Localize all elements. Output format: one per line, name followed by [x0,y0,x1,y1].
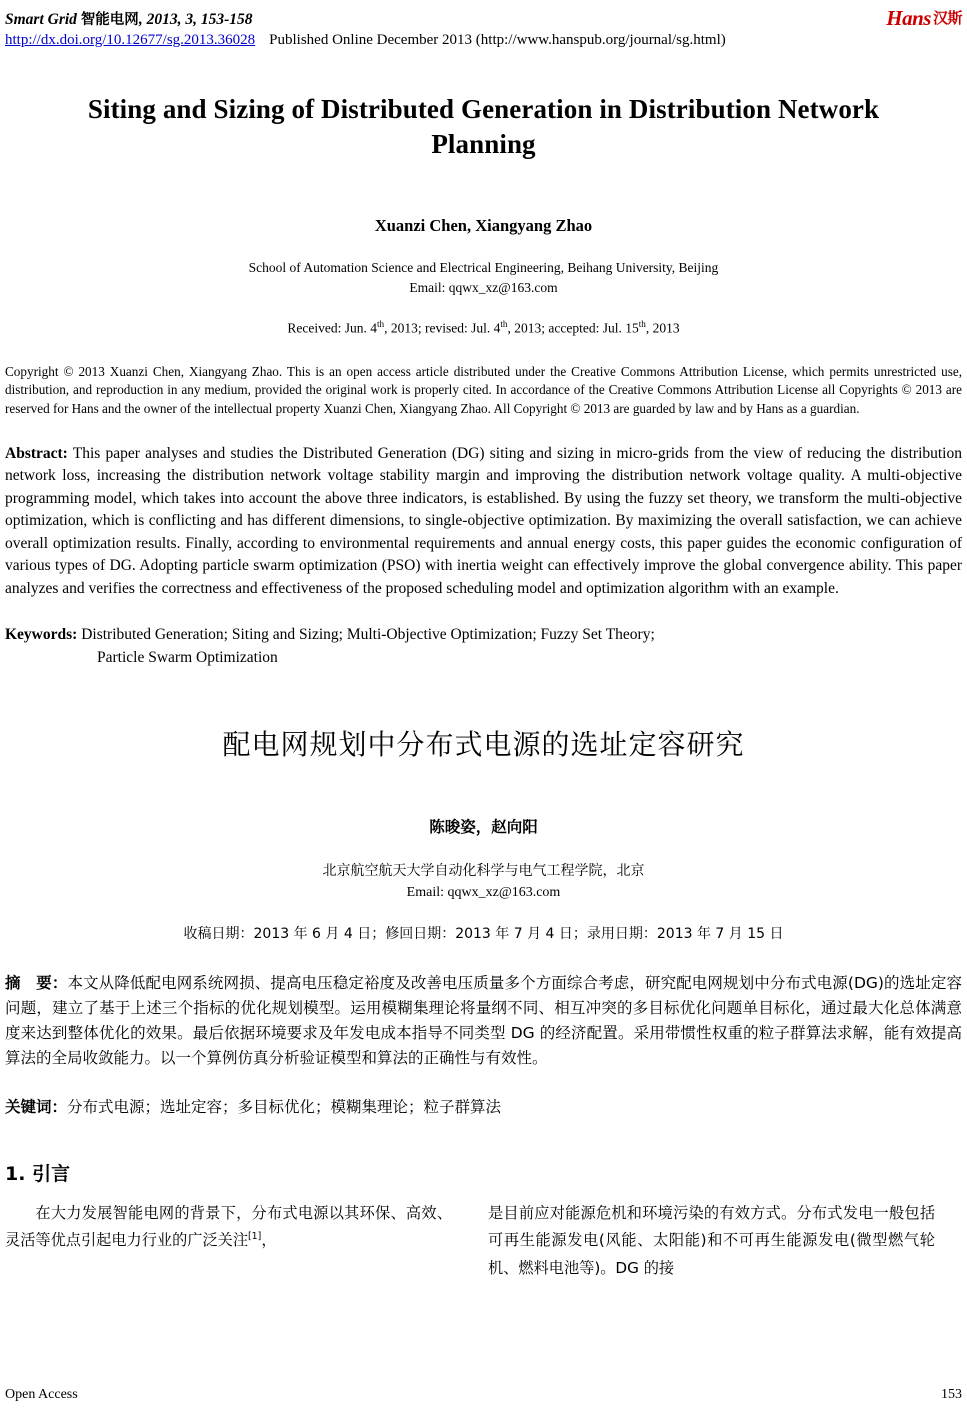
chinese-section [5,723,962,1119]
copyright-notice: Copyright © 2013 Xuanzi Chen, Xiangyang Zhao. This is an open access article distributed under the Creative Commons Attribution License, which permits unrestricted use, distribution, and reproduction in any medium, provided the original work is properly cited. In accordance of the Creative Commons Attribution License all Copyrights © 2013 are reserved for Hans and the owner of the intellectual property Xuanzi Chen, Xiangyang Zhao. All Copyright © 2013 are guarded by law and by Hans as a guardian. [5,363,962,417]
keywords-label-cn: 关键词： [5,1097,68,1116]
keywords-label-en: Keywords: [5,626,78,644]
abstract-text-en: This paper analyses and studies the Distributed Generation (DG) siting and sizing in micro-grids from the view of reducing the distribution network loss, increasing the distribution network voltage stability margin and improving the distribution network voltage quality. A multi-objective programming model, which takes into account the above three indicators, is established. By using the fuzzy set theory, we transform the multi-objective optimization, which is conflicting and has different dimensions, to single-objective optimization. By maximizing the overall satisfaction, we can achieve overall optimization results. Finally, according to environmental requirements and annual energy costs, this paper guides the economic configuration of various types of DG. Adopting particle swarm optimization (PSO) with inertia weight can effectively improve the global convergence ability. This paper analyzes and verifies the correctness and effectiveness of the proposed scheduling model and optimization algorithm with an example. [5,444,962,597]
journal-name-en: Smart Grid [5,11,77,28]
publisher-name-cn: 汉斯 [932,9,962,27]
keywords-text-en: Distributed Generation; Siting and Sizing; Multi-Objective Optimization; Fuzzy Set Theory; [77,626,655,644]
email-cn: Email: qqwx_xz@163.com [406,885,561,901]
affiliation-cn: 北京航空航天大学自动化科学与电气工程学院，北京 [322,863,645,880]
body-column-left [5,1200,452,1283]
doi-and-publication-line [5,32,962,49]
authors-en: Xuanzi Chen, Xiangyang Zhao [374,216,593,236]
publisher-name-en: Hans [886,6,931,30]
paragraph-left-1-text-b: ， [261,1231,277,1250]
authors-cn: 陈晙姿，赵向阳 [429,818,538,837]
page-footer [5,1387,962,1403]
paragraph-left-1 [5,1200,452,1255]
body-column-right [488,1200,935,1283]
page-title-cn: 配电网规划中分布式电源的选址定容研究 [222,728,745,762]
date-accepted-ordinal: th [638,319,646,330]
section-number: 1. [5,1162,26,1185]
paragraph-right-1: 是目前应对能源危机和环境污染的有效方式。分布式发电一般包括可再生能源发电(风能、太阳能)和不可再生能源发电(微型燃气轮机、燃料电池等)。DG 的接 [488,1203,935,1278]
paragraph-left-1-text-a: 在大力发展智能电网的背景下，分布式电源以其环保、高效、灵活等优点引起电力行业的广泛关注 [5,1203,452,1250]
abstract-en [5,443,962,600]
date-tail: , 2013 [645,320,680,336]
publisher-logo [886,6,962,31]
abstract-cn [5,971,962,1071]
page-title: Siting and Sizing of Distributed Generation in Distribution Network Planning [87,94,880,159]
abstract-label-cn: 摘 要： [5,974,68,993]
submission-dates-en [5,319,962,337]
keywords-text-en-line2: Particle Swarm Optimization [97,648,278,666]
date-received: Received: Jun. 4 [287,320,377,336]
email-en: Email: qqwx_xz@163.com [409,279,558,295]
date-received-ordinal: th [376,319,385,330]
published-online-text: Published Online December 2013 (http://www.hanspub.org/journal/sg.html) [269,32,726,48]
section-title: 引言 [32,1162,71,1185]
page-inner [5,8,962,1283]
date-accepted: , 2013; accepted: Jul. 15 [507,320,639,336]
open-access-label: Open Access [5,1387,78,1402]
journal-name-cn: 智能电网 [80,12,139,28]
submission-dates-cn: 收稿日期：2013 年 6 月 4 日；修回日期：2013 年 7 月 4 日；录用日期：2013 年 7 月 15 日 [183,926,784,943]
abstract-text-cn: 本文从降低配电网系统网损、提高电压稳定裕度及改善电压质量多个方面综合考虑，研究配电网规划中分布式电源(DG)的选址定容问题，建立了基于上述三个指标的优化规划模型。运用模糊集理论将量纲不同、相互冲突的多目标优化问题单目标化，通过最大化总体满意度来达到整体优化的效果。最后依据环境要求及年发电成本指导不同类型 DG 的经济配置。采用带惯性权重的粒子群算法求解，能有效提高算法的全局收敛能力。以一个算例仿真分析验证模型和算法的正确性与有效性。 [5,974,962,1068]
citation-marker-1: [1] [248,1231,262,1243]
section-heading-introduction [5,1159,962,1186]
page-number: 153 [941,1387,962,1402]
keywords-text-cn: 分布式电源；选址定容；多目标优化；模糊集理论；粒子群算法 [67,1097,502,1116]
doi-link[interactable]: http://dx.doi.org/10.12677/sg.2013.36028 [5,32,256,48]
running-head [5,8,962,56]
two-column-body [5,1200,962,1283]
abstract-label-en: Abstract: [5,444,68,462]
affiliation-block-cn [5,861,962,903]
date-revised: , 2013; revised: Jul. 4 [384,320,501,336]
date-revised-ordinal: th [500,319,508,330]
affiliation-block-en [5,258,962,297]
affiliation-en: School of Automation Science and Electrical Engineering, Beihang University, Beijing [248,260,719,276]
keywords-en [5,624,962,669]
journal-citation-line [5,8,962,29]
keywords-cn [5,1096,962,1119]
journal-volume-pages: , 2013, 3, 153-158 [138,11,253,28]
